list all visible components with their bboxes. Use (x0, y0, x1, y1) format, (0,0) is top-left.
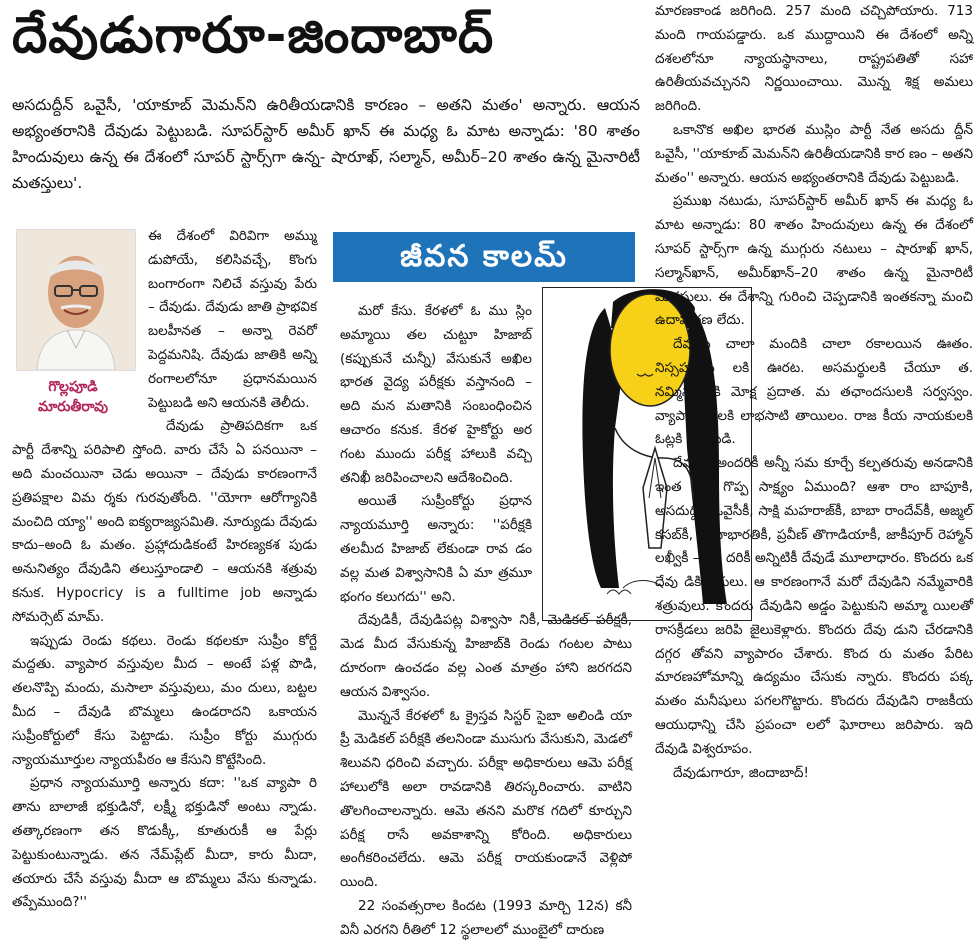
col1-paragraph-1: ఈ దేశంలో విరివిగా అమ్ము డుపోయే, కలిసివచ్చే, కొంగు బంగారంగా నిలిచే వస్తువు పేరు – దేవుడు. దేవుడు జాతి ప్రాభవిక బలహీనత – అన్నా రెవరో పెద్దమనిషి. దేవుడు జాతికి అన్ని రంగాలలోనూ ప్రధానమయిన పెట్టుబడి అని ఆయనకి తెలీదు. (148, 228, 317, 411)
col3-paragraph-5: దేవుడుగారూ, జిందాబాద్! (673, 764, 809, 781)
headline: దేవుడుగారూ-జిందాబాద్ (12, 6, 495, 64)
col2-paragraph-1: మరో కేసు. కేరళలో ఓ ము స్లిం అమ్మాయి తల చుట్టూ హిజాబ్ (కప్పుకునే చున్నీ) వేసుకునే అఖిల భారత వైద్య పరీక్షకు వస్తానంది – అది మన మతానికి సంబంధించిన ఆచారం కనుక. కేరళ హైకోర్టు అర గంట ముందు పరీక్ష హాలుకి వచ్చి తనిఖీ జరిపించాలని ఆదేశించింది. (340, 303, 532, 486)
column-3 (655, 0, 973, 785)
col3-paragraph-1: ఒకానొక అఖిల భారత ముస్లిం పార్టీ నేత అసదు ద్దీన్ ఒవైసీ, ''యాకూబ్ మెమన్‌ని ఉరితీయడానికి కార ణం – అతని మతం'' అన్నారు. ఆయన అభ్యంతరానికి దేవుడు పెట్టుబడి. (655, 121, 974, 186)
col3-paragraph-2: ప్రముఖ నటుడు, సూపర్‌స్టార్ అమీర్ ఖాన్ ఈ మధ్య ఓ మాట అన్నాడు: 80 శాతం హిందువులు ఉన్న ఈ దేశంలో సూపర్ స్టార్స్‌గా ఉన్న ముగ్గురు నటులు – షారూఖ్ ఖాన్, సల్మాన్‌ఖాన్, అమీర్‌ఖాన్–20 శాతం ఉన్న మైనారిటీ మతస్తులు. ఈ దేశాన్ని గురించి చెప్పడానికి ఇంతకన్నా మంచి ఉదాహరణ లేదు. (655, 193, 973, 329)
col2-paragraph-2: అయితే సుప్రీంకోర్టు ప్రధాన న్యాయమూర్తి అన్నారు: ''పరీక్షకి తలమీద హిజాబ్ లేకుండా రావ డం వల్ల మత విశ్వాసానికి ఏ మా త్రమూ భంగం కలుగదు'' అని. (340, 493, 532, 605)
columnist-photo-block (12, 229, 138, 427)
col2-paragraph-4: మొన్ననే కేరళలో ఓ క్రైస్తవ సిస్టర్ సైబా అలిండి యా ప్రీ మెడికల్ పరీక్షకి తలనిండా ముసుగు వేసుకుని, మెడలో శిలువని ధరించి వచ్చారు. పరీక్షా అధికారులు ఆమె పరీక్ష హాలులోకి అలా రావడానికి తిరస్కరించారు. వాటిని తొలగించాలన్నారు. ఆమె తనని మరొక గదిలో కూర్చుని పరీక్ష రాసే అవకాశాన్ని కోరింది. అధికారులు అంగీకరించలేదు. ఆమె పరీక్ష రాయకుండానే వెళ్లిపో యింది. (340, 707, 632, 891)
intro-text: అసదుద్దీన్ ఒవైసీ, 'యాకూబ్ మెమన్‌ని ఉరితీయడానికి కారణం – అతని మతం' అన్నారు. ఆయన అభ్యంతరానికి దేవుడు పెట్టుబడి. సూపర్‌స్టార్ అమీర్ ఖాన్ ఈ మధ్య ఓ మాట అన్నాడు: '80 శాతం హిందువులు ఉన్న ఈ దేశంలో సూపర్ స్టార్స్‌గా ఉన్న- షారూఖ్, సల్మాన్, అమీర్–20 శాతం ఉన్న మైనారిటీ మతస్తులు'. (12, 96, 640, 192)
col2-paragraph-5: 22 సంవత్సరాల కిందట (1993 మార్చి 12న) కనీ వినీ ఎరగని రీతిలో 12 స్థలాలలో ముంబైలో దారుణ (340, 897, 632, 938)
col1-paragraph-3: ఇప్పుడు రెండు కథలు. రెండు కథలకూ సుప్రీం కోర్టే మద్దతు. వ్యాపార వస్తువుల మీద – అంటే పళ్ల పొడి, తలనొప్పి మందు, మసాలా వస్తువులు, మం దులు, బట్టల మీద – దేవుడి బొమ్మలు ఉండరాదని ఒకాయన సుప్రీంకోర్టులో కేసు పెట్టాడు. సుప్రీం కోర్టు ముగ్గురు న్యాయమూర్తుల న్యాయపీఠం ఆ కేసుని కొట్టేసింది. (12, 632, 317, 768)
col1-paragraph-2: దేవుడు ప్రాతిపదికగా ఒక పార్టీ దేశాన్ని పరిపాలి స్తోంది. వారు చేసే ఏ పనయినా – అది మంచయినా చెడు అయినా – దేవుడు కారణంగానే ప్రతిపక్షాల విమ ర్శకు గురవుతోంది. ''యోగా ఆరోగ్యానికి మంచిది య్యా'' అంది ఐక్యరాజ్యసమితి. నూర్యుడు దేవుడు కాదు–అంది ఓ మతం. ప్రహ్లాదుడికంటే హిరణ్యకశ పుడు అనునిత్యం దేవుడిని తలుస్తూండాలి – ఆయనకి శత్రువు కనుక. Hypocricy is a fulltime job అన్నాడు సోమర్సెట్ మామ్. (12, 418, 317, 625)
columnist-name-line1: గొల్లపూడి (48, 379, 98, 395)
col3-paragraph-3: దేవుడు చాలా మందికి చాలా రకాలయిన ఊతం. నిస్సహాయు లకి ఊరట. అసమర్థులకి చేయూ త. నమ్మినవారికి మోక్ష ప్రదాత. మ తఛాందసులకి సర్వస్వం. వ్యాపార స్తులకి లాభసాటి తాయిలం. రాజ కీయ నాయకులకి ఓట్లకి పెట్టుబడి. (655, 336, 973, 448)
portrait-image (17, 230, 135, 370)
columnist-name (12, 377, 134, 417)
col2-paragraph-3: దేవుడికీ, దేవుడిపట్ల విశ్వాసా నికీ, మెడికల్ పరీక్షకీ, మెడ మీద వేసుకున్న హిజాబ్‌కి రెండు గంటల పాటు దూరంగా ఉంచడం వల్ల ఎంత మాత్రం హాని జరగదని ఆయన విశ్వాసం. (340, 612, 632, 700)
intro-deck (12, 92, 640, 196)
columnist-name-line2: మారుతీరావు (37, 399, 109, 415)
column-title-banner: జీవన కాలమ్ (333, 232, 635, 282)
col3-paragraph-0: మారణకాండ జరిగింది. 257 మంది చచ్చిపోయారు. 713 మంది గాయపడ్డారు. ఒక ముద్దాయిని ఈ దేశంలో అన్ని దశలలోనూ న్యాయస్థానాలు, రాష్ట్రపతితో సహా ఉరితీయవచ్చునని నిర్ణయించాయి. మొన్న శిక్ష అమలు జరిగింది. (655, 3, 973, 115)
column-1 (12, 225, 317, 915)
col3-paragraph-4: దేవుడు అందరికీ అన్నీ సమ కూర్చే కల్పతరువు అనడానికి ఇంత కన్న గొప్ప సాక్ష్యం ఏముంది? ఆశా రాం బాపూకి, అసదుద్దీన్ ఒవైసీకీ, సాక్షి మహరాజ్‌కీ, బాబా రాందేవ్‌కీ, అజ్మల్ కసబ్‌కీ, ఉమాభారతికీ, ప్రవీణ్ తొగాడియాకీ, జాకీపూర్ రెహ్మాన్ లఖ్వీకీ – అం దరికీ అన్నిటికీ దేవుడే మూలాధారం. కొందరు ఒక దేవు డికి భక్తులు. ఆ కారణంగానే మరో దేవుడిని నమ్మేవారికి శత్రువులు. కొందరు దేవుడిని అడ్డం పెట్టుకుని అమ్మా యిలతో రాసక్రీడలు జరిపి జైలుకెళ్లారు. కొందరు దేవు డుని చేరడానికి దగ్గర తోవని వ్యాపారం చేశారు. కొంద రు మతం పేరిట మారణహోమాన్ని ఉద్యమం చేసుకు న్నారు. కొందరు పక్క మతం మనీషులు పగలగొట్టారు. కొందరు దేవుడిని రాజకీయ ఆయుధాన్ని చేసి ప్రపంచా లలో ఘోరాలు జరిపారు. ఇది దేవుడి విశ్వరూపం. (655, 455, 973, 757)
column-2 (340, 300, 632, 943)
col1-paragraph-4: ప్రధాన న్యాయమూర్తి అన్నారు కదా: ''ఒక వ్యాపా రి తాను బాలాజీ భక్తుడినో, లక్ష్మీ భక్తుడినో అంటు న్నాడు. తత్కారణంగా తన కొడుక్కీ, కూతురుకీ ఆ పేర్లు పెట్టుకుంటున్నాడు. తన నేమ్‌ప్లేట్ మీదా, కారు మీదా, తయారు చేసే వస్తువు మీదా ఆ బొమ్మలు వేసు కున్నాడు. తప్పేముంది?'' (12, 775, 317, 911)
columnist-photo (16, 229, 136, 371)
